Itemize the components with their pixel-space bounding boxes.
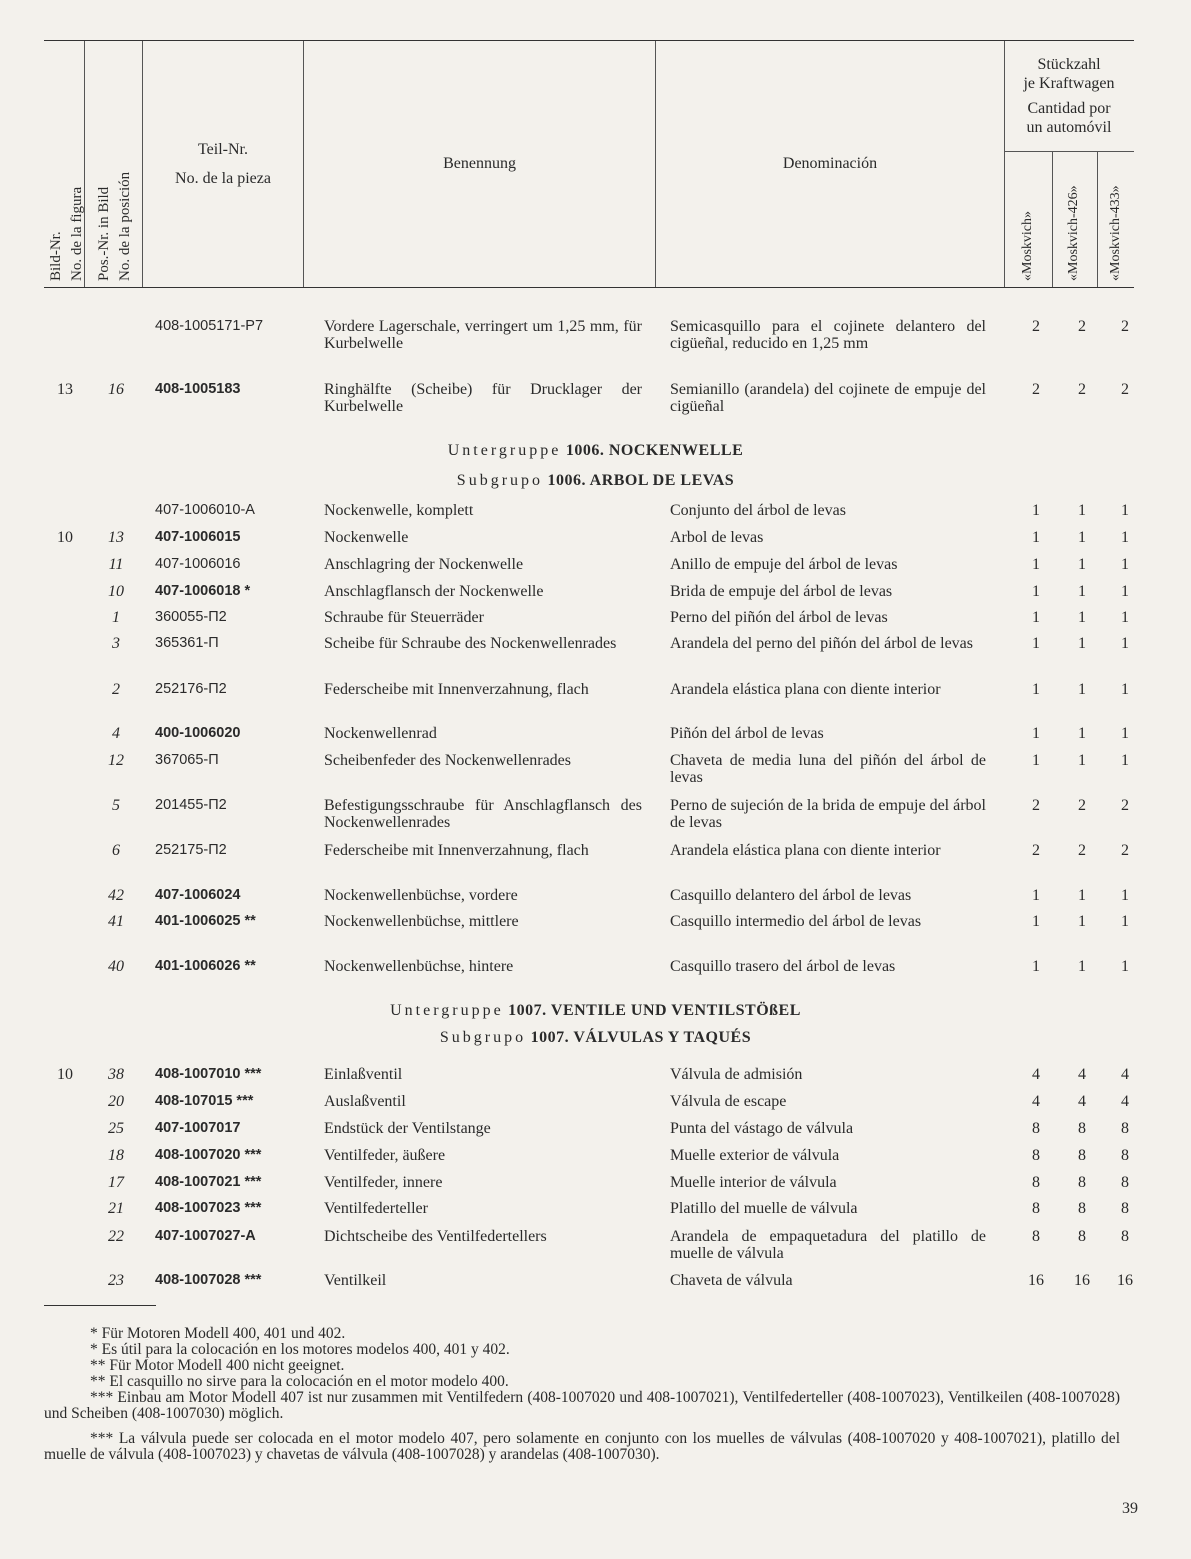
qty-moskvich-433: 1	[1121, 752, 1129, 769]
qty-moskvich-433: 1	[1121, 887, 1129, 904]
qty-moskvich-426: 1	[1078, 635, 1086, 652]
qty-moskvich-426: 16	[1074, 1272, 1090, 1289]
position-number: 21	[108, 1200, 124, 1217]
position-number: 12	[108, 752, 124, 769]
qty-moskvich-426: 1	[1078, 958, 1086, 975]
qty-moskvich: 2	[1032, 842, 1040, 859]
qty-moskvich-433: 8	[1121, 1200, 1129, 1217]
qty-moskvich-433: 2	[1121, 381, 1129, 398]
name-spanish: Chaveta de válvula	[670, 1272, 793, 1289]
position-number: 38	[108, 1066, 124, 1083]
name-spanish: Válvula de escape	[670, 1093, 787, 1110]
qty-moskvich-433: 8	[1121, 1174, 1129, 1191]
qty-moskvich-426: 2	[1078, 842, 1086, 859]
name-german: Nockenwellenrad	[324, 725, 437, 742]
name-spanish: Chaveta de media luna del piñón del árbol de levas	[670, 752, 986, 786]
name-spanish: Válvula de admisión	[670, 1066, 803, 1083]
name-german: Einlaßventil	[324, 1066, 403, 1083]
name-spanish: Arandela del perno del piñón del árbol de levas	[670, 635, 973, 652]
footnote-rule	[44, 1305, 156, 1306]
footnote-3: ** Für Motor Modell 400 nicht geeignet.	[90, 1357, 345, 1374]
part-number: 400-1006020	[155, 725, 241, 741]
table-header	[44, 40, 1134, 288]
qty-moskvich-433: 1	[1121, 583, 1129, 600]
part-number: 367065-П	[155, 752, 219, 768]
page-number: 39	[1122, 1500, 1138, 1517]
position-number: 10	[108, 583, 124, 600]
qty-moskvich-426: 4	[1078, 1066, 1086, 1083]
name-german: Scheibe für Schraube des Nockenwellenrades	[324, 635, 617, 652]
name-spanish: Arbol de levas	[670, 529, 764, 546]
qty-moskvich-426: 2	[1078, 797, 1086, 814]
name-german: Nockenwelle, komplett	[324, 502, 474, 519]
qty-moskvich: 1	[1032, 609, 1040, 626]
qty-moskvich-426: 1	[1078, 913, 1086, 930]
qty-moskvich-426: 1	[1078, 502, 1086, 519]
name-german: Befestigungsschraube für Anschlagflansch des Nockenwellenrades	[324, 797, 642, 831]
qty-moskvich-433: 1	[1121, 958, 1129, 975]
qty-moskvich: 1	[1032, 913, 1040, 930]
part-number: 408-1007021 ***	[155, 1174, 262, 1190]
position-number: 22	[108, 1228, 124, 1245]
name-german: Ventilfeder, innere	[324, 1174, 443, 1191]
position-number: 13	[108, 529, 124, 546]
name-spanish: Piñón del árbol de levas	[670, 725, 824, 742]
name-german: Nockenwellenbüchse, hintere	[324, 958, 514, 975]
position-number: 4	[112, 725, 120, 742]
name-german: Anschlagflansch der Nockenwelle	[324, 583, 544, 600]
name-german: Federscheibe mit Innenverzahnung, flach	[324, 842, 589, 859]
part-number: 407-1006016	[155, 556, 241, 572]
name-german: Anschlagring der Nockenwelle	[324, 556, 524, 573]
qty-moskvich-433: 16	[1117, 1272, 1133, 1289]
qty-moskvich-433: 8	[1121, 1120, 1129, 1137]
position-number: 23	[108, 1272, 124, 1289]
figure-number: 13	[57, 381, 73, 398]
name-german: Ringhälfte (Scheibe) für Drucklager der Kurbelwelle	[324, 381, 642, 415]
header-quantity: Stückzahl je Kraftwagen Cantidad por un automóvil	[1004, 41, 1134, 152]
part-number: 365361-П	[155, 635, 219, 651]
qty-moskvich-433: 4	[1121, 1066, 1129, 1083]
qty-moskvich: 2	[1032, 381, 1040, 398]
header-model-1: «Moskvich»	[1020, 211, 1035, 281]
name-spanish: Perno de sujeción de la brida de empuje del árbol de levas	[670, 797, 986, 831]
qty-moskvich-426: 1	[1078, 725, 1086, 742]
qty-moskvich-433: 4	[1121, 1093, 1129, 1110]
part-number: 360055-П2	[155, 609, 227, 625]
qty-moskvich-426: 8	[1078, 1120, 1086, 1137]
qty-moskvich: 1	[1032, 725, 1040, 742]
group-heading-1006-de: Untergruppe 1006. NOCKENWELLE	[447, 442, 744, 459]
qty-moskvich-426: 1	[1078, 583, 1086, 600]
name-german: Endstück der Ventilstange	[324, 1120, 491, 1137]
qty-moskvich-433: 1	[1121, 609, 1129, 626]
name-german: Ventilfeder, äußere	[324, 1147, 446, 1164]
name-spanish: Arandela de empaquetadura del platillo de muelle de válvula	[670, 1228, 986, 1262]
name-german: Ventilfederteller	[324, 1200, 428, 1217]
qty-moskvich: 1	[1032, 681, 1040, 698]
header-model-2: «Moskvich-426»	[1066, 185, 1081, 281]
qty-moskvich: 1	[1032, 556, 1040, 573]
part-number: 407-1006010-A	[155, 502, 255, 518]
header-part: Teil-Nr. No. de la pieza	[175, 141, 271, 187]
position-number: 25	[108, 1120, 124, 1137]
name-german: Nockenwelle	[324, 529, 409, 546]
name-german: Scheibenfeder des Nockenwellenrades	[324, 752, 571, 769]
qty-moskvich-433: 2	[1121, 318, 1129, 335]
qty-moskvich: 16	[1028, 1272, 1044, 1289]
qty-moskvich-426: 2	[1078, 381, 1086, 398]
qty-moskvich-426: 4	[1078, 1093, 1086, 1110]
qty-moskvich-426: 1	[1078, 752, 1086, 769]
qty-moskvich-426: 1	[1078, 529, 1086, 546]
name-spanish: Anillo de empuje del árbol de levas	[670, 556, 898, 573]
qty-moskvich-426: 8	[1078, 1174, 1086, 1191]
name-german: Dichtscheibe des Ventilfedertellers	[324, 1228, 547, 1245]
position-number: 1	[112, 609, 120, 626]
qty-moskvich-426: 8	[1078, 1228, 1086, 1245]
position-number: 3	[112, 635, 120, 652]
part-number: 252175-П2	[155, 842, 227, 858]
qty-moskvich-426: 1	[1078, 887, 1086, 904]
qty-moskvich-433: 8	[1121, 1147, 1129, 1164]
name-spanish: Casquillo delantero del árbol de levas	[670, 887, 912, 904]
qty-moskvich-433: 1	[1121, 725, 1129, 742]
part-number: 407-1006018 *	[155, 583, 251, 599]
qty-moskvich: 1	[1032, 958, 1040, 975]
qty-moskvich: 2	[1032, 797, 1040, 814]
footnote-5: *** Einbau am Motor Modell 407 ist nur zusammen mit Ventilfedern (408-1007020 und 408-1007021), Ventilfederteller (408-1007023), Ventilkeilen (408-1007028) und Scheiben (408-1007030) möglich.	[44, 1389, 1120, 1422]
header-denominacion: Denominación	[782, 155, 878, 172]
qty-moskvich-426: 1	[1078, 556, 1086, 573]
qty-moskvich: 8	[1032, 1228, 1040, 1245]
part-number: 401-1006026 **	[155, 958, 256, 974]
name-spanish: Muelle exterior de válvula	[670, 1147, 840, 1164]
name-german: Ventilkeil	[324, 1272, 387, 1289]
qty-moskvich: 2	[1032, 318, 1040, 335]
name-spanish: Semianillo (arandela) del cojinete de empuje del cigüeñal	[670, 381, 986, 415]
qty-moskvich-426: 8	[1078, 1147, 1086, 1164]
qty-moskvich-433: 1	[1121, 681, 1129, 698]
name-spanish: Conjunto del árbol de levas	[670, 502, 846, 519]
part-number: 201455-П2	[155, 797, 227, 813]
qty-moskvich-426: 8	[1078, 1200, 1086, 1217]
position-number: 17	[108, 1174, 124, 1191]
group-heading-1007-de: Untergruppe 1007. VENTILE UND VENTILSTÖßEL	[390, 1002, 801, 1019]
qty-moskvich: 8	[1032, 1174, 1040, 1191]
qty-moskvich-433: 1	[1121, 556, 1129, 573]
part-number: 408-1007028 ***	[155, 1272, 262, 1288]
part-number: 408-1007023 ***	[155, 1200, 262, 1216]
part-number: 252176-П2	[155, 681, 227, 697]
qty-moskvich: 1	[1032, 752, 1040, 769]
name-german: Federscheibe mit Innenverzahnung, flach	[324, 681, 589, 698]
position-number: 20	[108, 1093, 124, 1110]
part-number: 408-1007020 ***	[155, 1147, 262, 1163]
part-number: 408-1005183	[155, 381, 241, 397]
name-spanish: Punta del vástago de válvula	[670, 1120, 854, 1137]
position-number: 11	[108, 556, 124, 573]
qty-moskvich: 8	[1032, 1120, 1040, 1137]
qty-moskvich: 4	[1032, 1066, 1040, 1083]
name-spanish: Arandela elástica plana con diente interior	[670, 842, 941, 859]
name-spanish: Platillo del muelle de válvula	[670, 1200, 858, 1217]
position-number: 41	[108, 913, 124, 930]
qty-moskvich: 4	[1032, 1093, 1040, 1110]
qty-moskvich: 1	[1032, 529, 1040, 546]
qty-moskvich-433: 2	[1121, 842, 1129, 859]
name-german: Vordere Lagerschale, verringert um 1,25 mm, für Kurbelwelle	[324, 318, 642, 352]
qty-moskvich-426: 1	[1078, 681, 1086, 698]
name-spanish: Semicasquillo para el cojinete delantero del cigüeñal, reducido en 1,25 mm	[670, 318, 986, 352]
header-model-3: «Moskvich-433»	[1108, 185, 1123, 281]
part-number: 407-1007027-A	[155, 1228, 256, 1244]
name-spanish: Casquillo intermedio del árbol de levas	[670, 913, 922, 930]
part-number: 408-107015 ***	[155, 1093, 254, 1109]
footnote-1: * Für Motoren Modell 400, 401 und 402.	[90, 1325, 346, 1342]
name-spanish: Muelle interior de válvula	[670, 1174, 837, 1191]
position-number: 40	[108, 958, 124, 975]
position-number: 5	[112, 797, 120, 814]
name-german: Nockenwellenbüchse, vordere	[324, 887, 518, 904]
name-spanish: Brida de empuje del árbol de levas	[670, 583, 893, 600]
figure-number: 10	[57, 529, 73, 546]
qty-moskvich-433: 1	[1121, 502, 1129, 519]
part-number: 401-1006025 **	[155, 913, 256, 929]
footnote-6: *** La válvula puede ser colocada en el motor modelo 407, pero solamente en conjunto con los muelles de válvulas (408-1007020 y 408-1007021), platillo del muelle de válvula (408-1007023) y chavetas de válvula (408-1007028) y arandelas (408-1007030).	[44, 1430, 1120, 1463]
qty-moskvich-433: 8	[1121, 1228, 1129, 1245]
footnote-2: * Es útil para la colocación en los motores modelos 400, 401 y 402.	[90, 1341, 510, 1358]
qty-moskvich: 8	[1032, 1147, 1040, 1164]
qty-moskvich-433: 1	[1121, 635, 1129, 652]
qty-moskvich: 1	[1032, 635, 1040, 652]
group-heading-1006-es: Subgrupo 1006. ARBOL DE LEVAS	[456, 472, 735, 489]
header-benennung: Benennung	[443, 155, 516, 172]
qty-moskvich-433: 2	[1121, 797, 1129, 814]
name-german: Nockenwellenbüchse, mittlere	[324, 913, 519, 930]
position-number: 18	[108, 1147, 124, 1164]
header-bild: Bild-Nr. No. de la figura	[48, 186, 85, 281]
qty-moskvich-433: 1	[1121, 913, 1129, 930]
part-number: 407-1006015	[155, 529, 241, 545]
name-spanish: Casquillo trasero del árbol de levas	[670, 958, 896, 975]
part-number: 407-1006024	[155, 887, 241, 903]
position-number: 16	[108, 381, 124, 398]
part-number: 408-1005171-P7	[155, 318, 264, 334]
position-number: 2	[112, 681, 120, 698]
part-number: 408-1007010 ***	[155, 1066, 262, 1082]
name-german: Auslaßventil	[324, 1093, 406, 1110]
name-german: Schraube für Steuerräder	[324, 609, 484, 626]
qty-moskvich: 1	[1032, 887, 1040, 904]
name-spanish: Arandela elástica plana con diente interior	[670, 681, 941, 698]
position-number: 6	[112, 842, 120, 859]
group-heading-1007-es: Subgrupo 1007. VÁLVULAS Y TAQUÉS	[439, 1029, 752, 1046]
qty-moskvich-426: 1	[1078, 609, 1086, 626]
footnote-4: ** El casquillo no sirve para la colocación en el motor modelo 400.	[90, 1373, 509, 1390]
name-spanish: Perno del piñón del árbol de levas	[670, 609, 888, 626]
qty-moskvich: 1	[1032, 583, 1040, 600]
header-pos: Pos.-Nr. in Bild No. de la posición	[96, 171, 133, 281]
qty-moskvich: 1	[1032, 502, 1040, 519]
qty-moskvich-426: 2	[1078, 318, 1086, 335]
figure-number: 10	[57, 1066, 73, 1083]
part-number: 407-1007017	[155, 1120, 241, 1136]
qty-moskvich-433: 1	[1121, 529, 1129, 546]
position-number: 42	[108, 887, 124, 904]
qty-moskvich: 8	[1032, 1200, 1040, 1217]
